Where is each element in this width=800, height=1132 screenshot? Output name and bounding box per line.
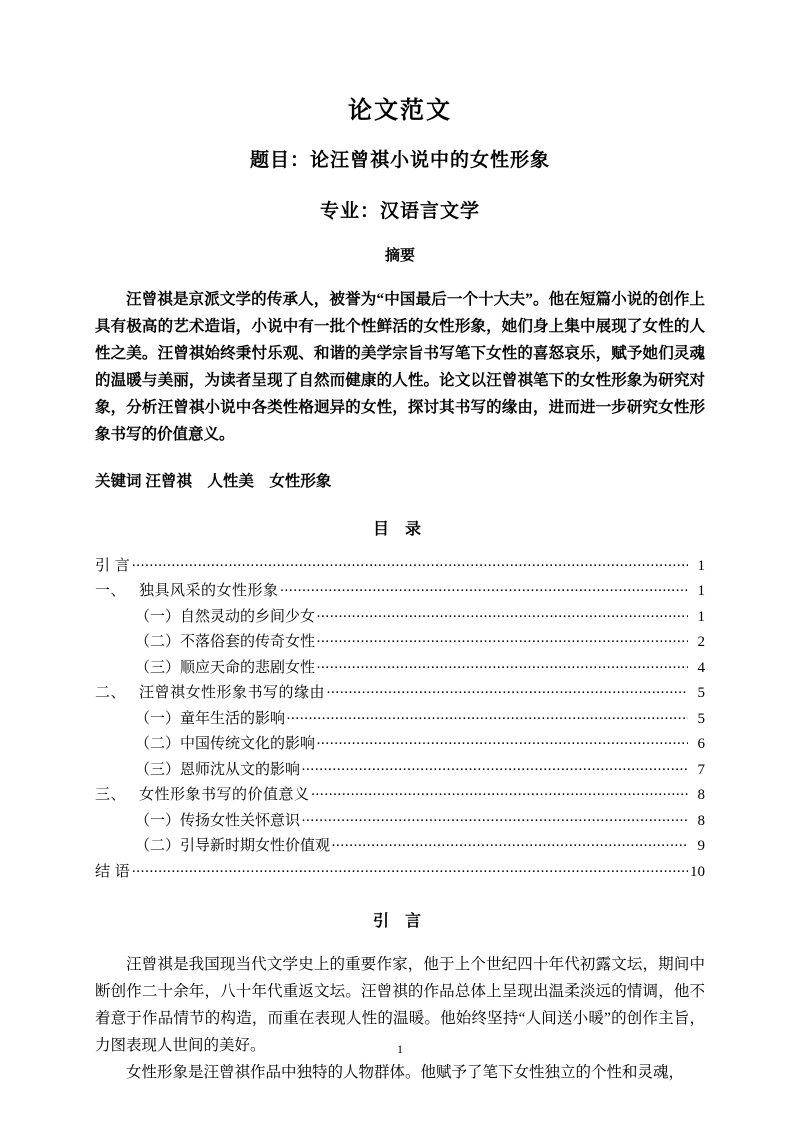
toc-entry[interactable] — [95, 809, 705, 835]
toc-entry-label — [135, 809, 300, 835]
toc-entry-page-number: 9 — [697, 838, 705, 855]
toc-leader-dots — [316, 631, 688, 646]
toc-entry-label — [135, 732, 315, 758]
toc-entry-page-number: 5 — [697, 685, 705, 702]
toc-entry-number: 三、 — [95, 787, 127, 804]
toc-entry[interactable] — [95, 554, 705, 580]
toc-leader-dots — [286, 708, 688, 723]
toc-entry-label — [135, 630, 315, 656]
toc-entry-number: 二、 — [95, 685, 127, 702]
toc-entry-text: 女性形象书写的价值意义 — [139, 787, 310, 804]
document-title: 论文范文 — [348, 98, 452, 124]
introduction-paragraph: 汪曾祺是我国现当代文学史上的重要作家，他于上个世纪四十年代初露文坛，期间中断创作二十余年，八十年代重返文坛。汪曾祺的作品总体上呈现出温柔淡远的情调，他不着意于作品情节的构造，而重在表现人性的温暖。他始终坚持“人间送小暖”的创作主旨，力图表现人世间的美好。 — [95, 956, 705, 1055]
toc-entry-label — [95, 554, 130, 580]
toc-leader-dots — [280, 580, 688, 595]
toc-entry-label — [135, 605, 315, 631]
toc-leader-dots — [316, 606, 688, 621]
toc-entry-page-number: 1 — [697, 583, 705, 600]
thesis-subject-line: 题目：论汪曾祺小说中的女性形象 — [249, 149, 550, 171]
toc-leader-dots — [331, 835, 688, 850]
table-of-contents — [95, 540, 705, 886]
toc-leader-dots — [131, 555, 688, 570]
thesis-major-line: 专业：汉语言文学 — [319, 200, 480, 222]
toc-leader-dots — [301, 810, 688, 825]
keywords-line: 关键词 汪曾祺 人性美 女性形象 — [95, 473, 332, 491]
toc-leader-dots — [301, 759, 688, 774]
page-number-footer: 1 — [397, 1042, 403, 1056]
toc-entry-text: 汪曾祺女性形象书写的缘由 — [139, 685, 326, 702]
abstract-body: 汪曾祺是京派文学的传承人，被誉为“中国最后一个十大夫”。他在短篇小说的创作上具有极高的艺术造诣，小说中有一批个性鲜活的女性形象，她们身上集中展现了女性的人性之美。汪曾祺始终秉忖乐观、和谐的美学宗旨书写笔下女性的喜怒哀乐，赋予她们灵魂的温暖与美丽，为读者呈现了自然而健康的人性。论文以汪曾祺笔下的女性形象为研究对象，分析汪曾祺小说中各类性格迥异的女性，探讨其书写的缘由，进而进一步研究女性形象书写的价值意义。 — [95, 291, 705, 444]
toc-entry-page-number: 10 — [690, 863, 705, 880]
toc-entry-text: （二）不落俗套的传奇女性 — [135, 634, 316, 651]
toc-entry-number: 一、 — [95, 583, 127, 600]
toc-entry-text: 独具风采的女性形象 — [139, 583, 279, 600]
toc-entry[interactable] — [95, 681, 705, 707]
toc-entry[interactable] — [95, 630, 705, 656]
toc-entry-label — [95, 860, 130, 886]
toc-entry[interactable] — [95, 605, 705, 631]
toc-entry-page-number: 6 — [697, 736, 705, 753]
toc-entry[interactable] — [95, 783, 705, 809]
toc-entry-text: （三）顺应天命的悲剧女性 — [135, 659, 316, 676]
toc-entry-label — [135, 758, 300, 784]
toc-entry-label — [95, 783, 310, 809]
toc-entry-page-number: 4 — [697, 659, 705, 676]
toc-entry[interactable] — [95, 707, 705, 733]
toc-entry-page-number: 1 — [697, 608, 705, 625]
toc-leader-dots — [326, 682, 688, 697]
toc-entry-label — [95, 681, 325, 707]
toc-entry-text: （一）童年生活的影响 — [135, 710, 286, 727]
toc-entry-page-number: 8 — [697, 787, 705, 804]
toc-entry-text: （一）传扬女性关怀意识 — [135, 812, 301, 829]
toc-entry-label — [135, 656, 315, 682]
abstract-heading: 摘要 — [384, 248, 415, 265]
toc-entry[interactable] — [95, 579, 705, 605]
toc-leader-dots — [316, 733, 688, 748]
toc-entry[interactable] — [95, 758, 705, 784]
toc-entry-text: （三）恩师沈从文的影响 — [135, 761, 301, 778]
toc-entry[interactable] — [95, 656, 705, 682]
toc-entry-page-number: 1 — [697, 557, 705, 574]
toc-heading: 目 录 — [372, 521, 427, 539]
toc-entry-text: 引 言 — [95, 557, 131, 574]
toc-leader-dots — [311, 784, 688, 799]
toc-entry-page-number: 8 — [697, 812, 705, 829]
toc-entry[interactable] — [95, 732, 705, 758]
toc-entry[interactable] — [95, 860, 705, 886]
toc-entry-label — [95, 579, 279, 605]
toc-entry-text: 结 语 — [95, 863, 131, 880]
toc-entry-text: （一）自然灵动的乡间少女 — [135, 608, 316, 625]
toc-leader-dots — [316, 657, 688, 672]
toc-entry-label — [135, 834, 330, 860]
introduction-heading: 引 言 — [372, 913, 427, 931]
toc-entry[interactable] — [95, 834, 705, 860]
toc-entry-page-number: 5 — [697, 710, 705, 727]
introduction-paragraph: 女性形象是汪曾祺作品中独特的人物群体。他赋予了笔下女性独立的个性和灵魂， — [126, 1064, 685, 1082]
toc-entry-page-number: 2 — [697, 634, 705, 651]
toc-entry-text: （二）引导新时期女性价值观 — [135, 838, 331, 855]
toc-entry-page-number: 7 — [697, 761, 705, 778]
toc-entry-text: （二）中国传统文化的影响 — [135, 736, 316, 753]
toc-entry-label — [135, 707, 285, 733]
toc-leader-dots — [131, 861, 688, 876]
